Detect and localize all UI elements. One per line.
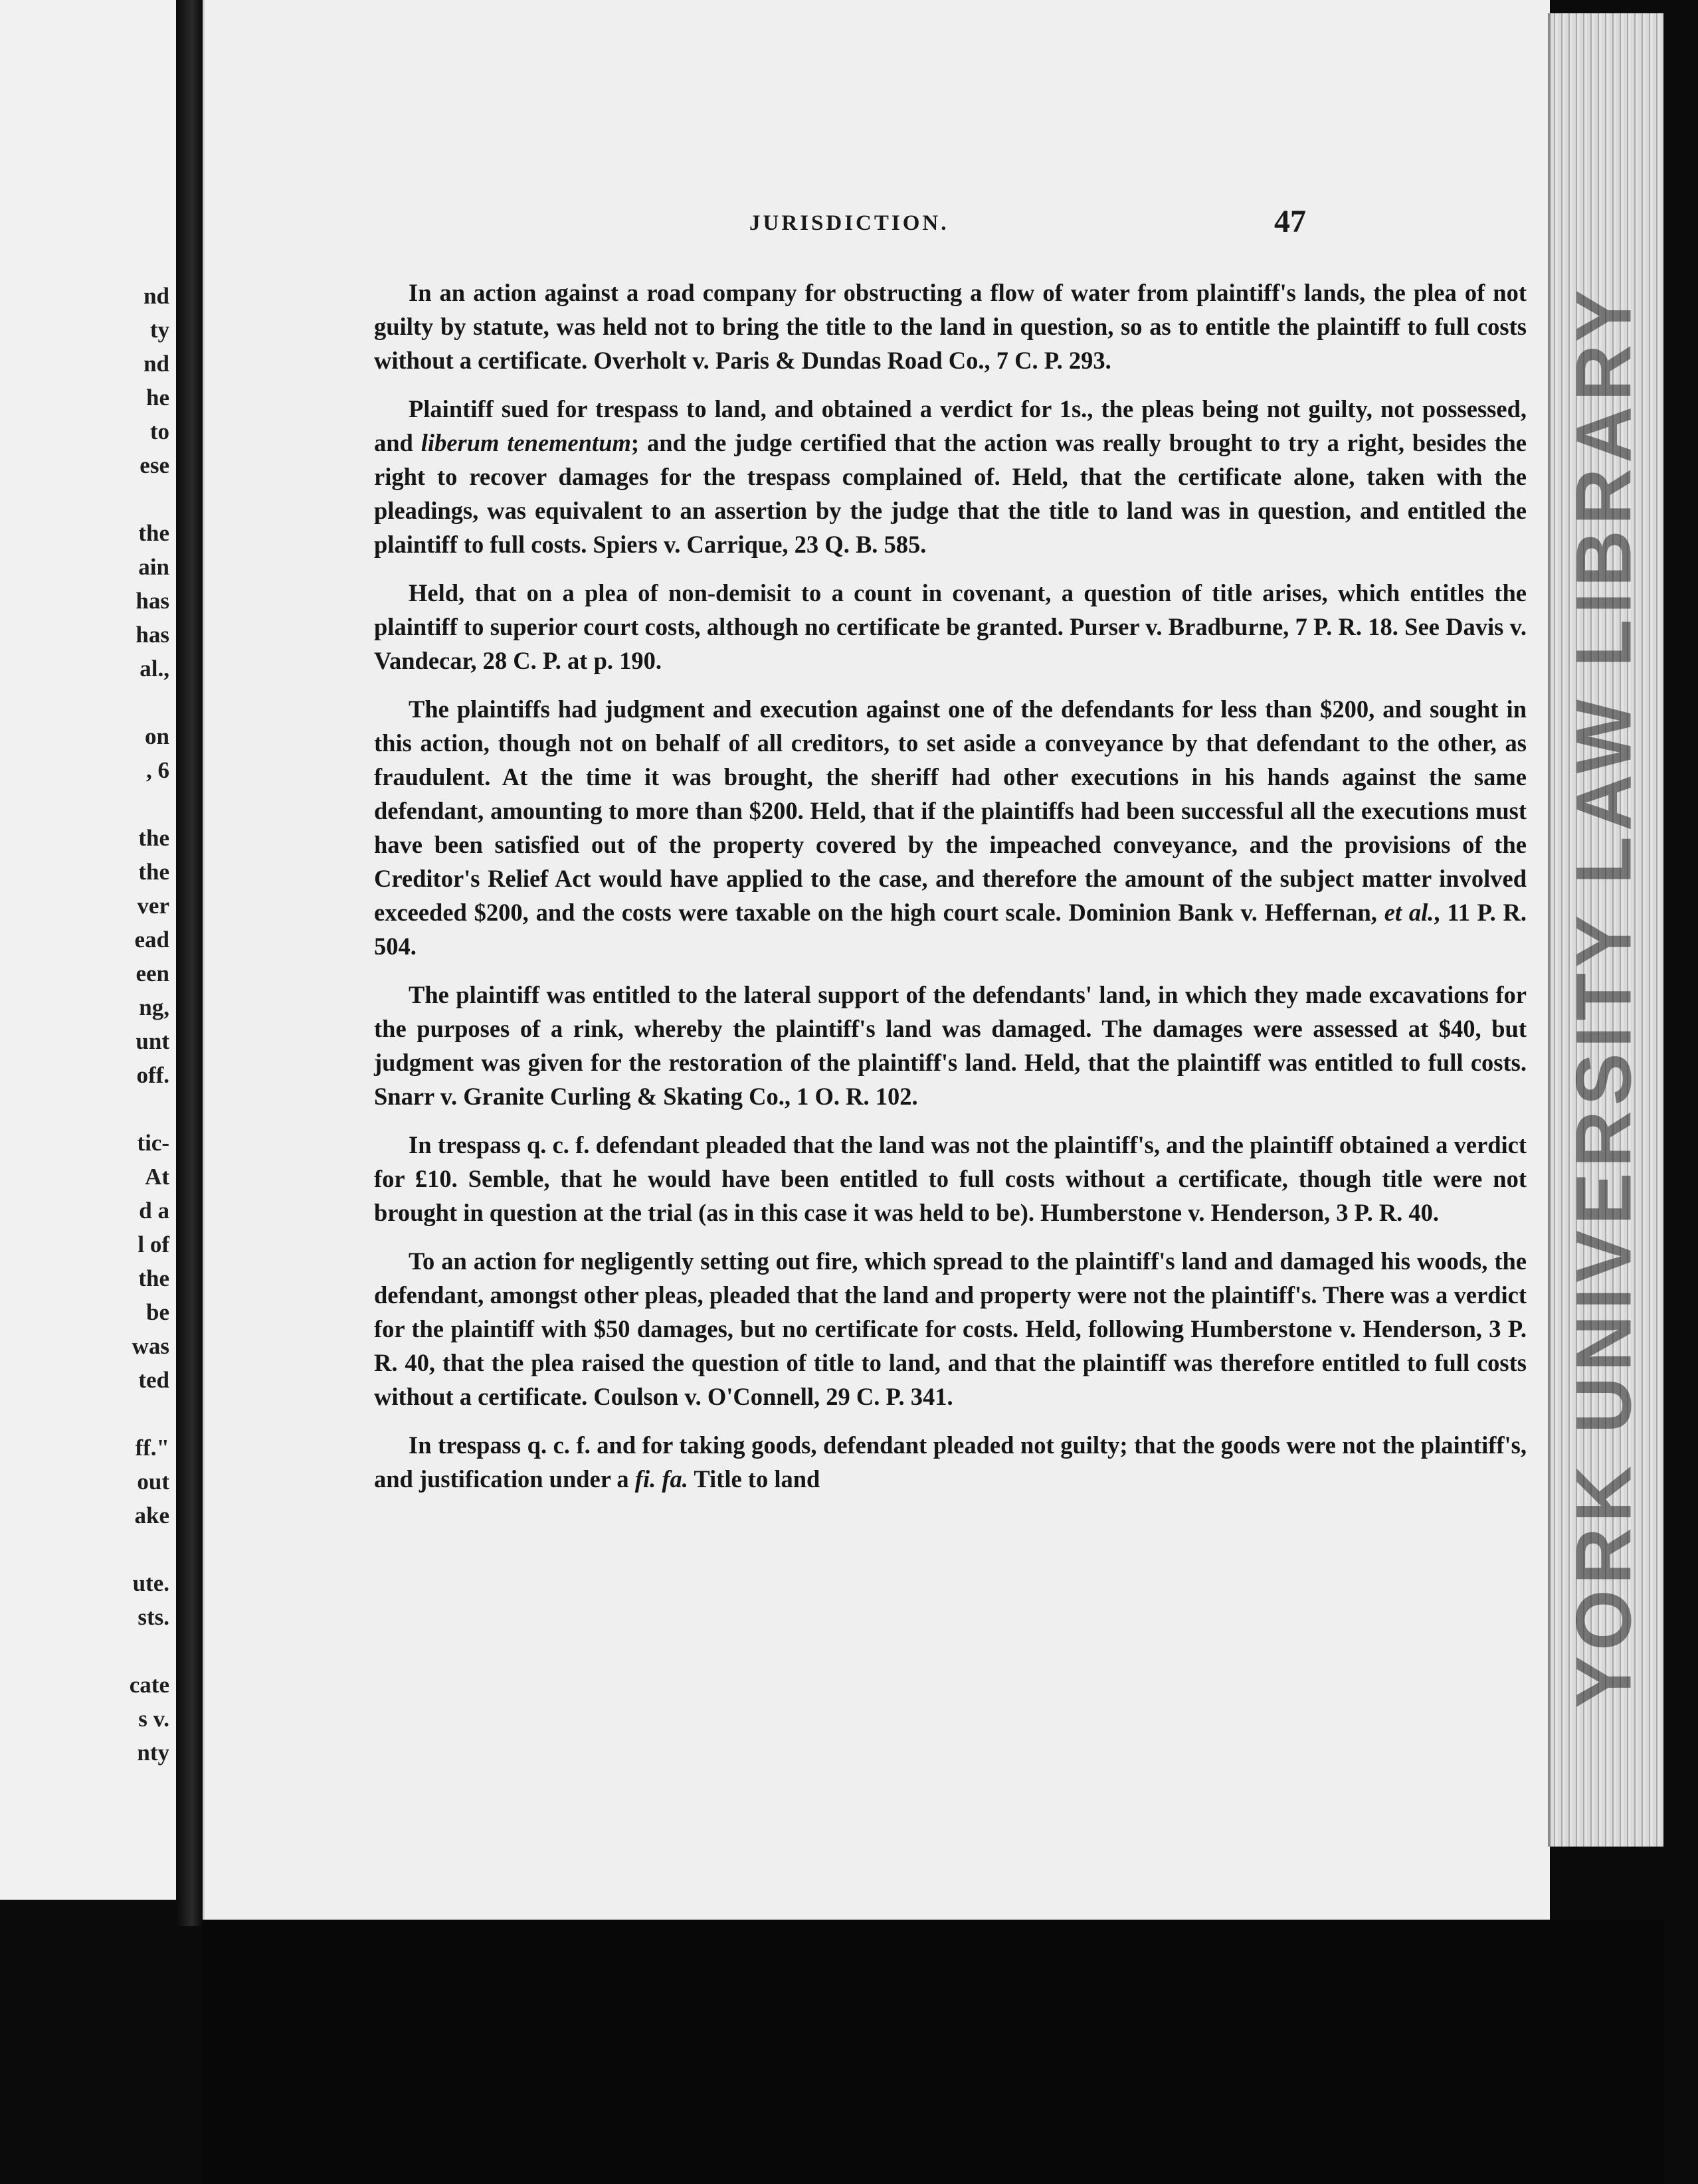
latin-term: et al. — [1384, 899, 1434, 926]
latin-term: fi. fa. — [634, 1465, 688, 1493]
edge-stamp-text: YORK UNIVERSITY LAW LIBRARY — [1560, 284, 1648, 1708]
main-page — [203, 0, 1550, 1920]
paragraph-text: In trespass q. c. f. defendant pleaded that the land was not the plaintiff's, and the plaintiff obtained a verdict for £10. Semble, that he would have been entitled to full costs without a certificate, though title were not brought in question at the trial (as in this case it was held to be). Humberstone v. Henderson, 3 P. R. 40. — [374, 1131, 1527, 1226]
paragraph-4 — [374, 692, 1527, 963]
book-gutter — [176, 0, 203, 1926]
paragraph-text: To an action for negligently setting out fire, which spread to the plaintiff's land and damaged his woods, the defendant, amongst other pleas, pleaded that the land and property were not the plaintiff's. There was a verdict for the plaintiff with $50 damages, but no certificate for costs. Held, following Humberstone v. Henderson, 3 P. R. 40, that the plea raised the question of title to land, and that the plaintiff was therefore entitled to full costs without a certificate. Coulson v. O'Connell, 29 C. P. 341. — [374, 1247, 1527, 1410]
paragraph-text: Held, that on a plea of non-demisit to a count in covenant, a question of title arises, which entitles the plaintiff to superior court costs, although no certificate be granted. Purser v. Bradburne, 7 P. R. 18. See Davis v. Vandecar, 28 C. P. at p. 190. — [374, 579, 1527, 674]
running-head: JURISDICTION. — [749, 211, 949, 235]
paragraph-7 — [374, 1244, 1527, 1413]
body-text — [374, 276, 1527, 1510]
left-facing-page — [0, 0, 180, 1900]
latin-term: liberum tenementum — [421, 429, 631, 456]
paragraph-8 — [374, 1428, 1527, 1496]
library-edge-stamp — [1548, 133, 1661, 1860]
paragraph-text: In trespass q. c. f. and for taking goods, defendant pleaded not guilty; that the goods were not the plaintiff's, and justification under a — [374, 1431, 1527, 1493]
page-header — [205, 199, 1550, 252]
paragraph-text: , 11 P. R. 504. — [374, 899, 1527, 960]
paragraph-text: In an action against a road company for obstructing a flow of water from plaintiff's lands, the plea of not guilty by statute, was held not to bring the title to the land in question, so as to entitle the plaintiff to full costs without a certificate. Overholt v. Paris & Dundas Road Co., 7 C. P. 293. — [374, 279, 1527, 374]
scan-background — [203, 1920, 1664, 2184]
paragraph-text: Plaintiff sued for trespass to land, and obtained a verdict for 1s., the pleas being not guilty, not possessed, and — [374, 395, 1527, 456]
paragraph-text: ; and the judge certified that the action was really brought to try a right, besides the right to recover damages for the trespass complained of. Held, that the certificate alone, taken with the pleadings, was equivalent to an assertion by the judge that the title to land was in question, and entitled the plaintiff to full costs. Spiers v. Carrique, 23 Q. B. 585. — [374, 429, 1527, 558]
left-page-text-fragments: nd ty nd he to ese the ain has has al., on , 6 the the ver ead een ng, unt off. tic- At d a l of the be was ted ff." out ake ute. sts. cate s v. nty — [129, 283, 169, 1766]
paragraph-2 — [374, 392, 1527, 561]
paragraph-5 — [374, 978, 1527, 1113]
page-number: 47 — [1274, 204, 1306, 239]
paragraph-text: The plaintiffs had judgment and execution against one of the defendants for less than $200, and sought in this action, though not on behalf of all creditors, to set aside a conveyance by that defendant to the other, as fraudulent. At the time it was brought, the sheriff had other executions in his hands against the same defendant, amounting to more than $200. Held, that if the plaintiffs had been successful all the executions must have been satisfied out of the property covered by the impeached conveyance, and the provisions of the Creditor's Relief Act would have applied to the case, and therefore the amount of the subject matter involved exceeded $200, and the costs were taxable on the high court scale. Dominion Bank v. Heffernan, — [374, 695, 1527, 926]
paragraph-text: Title to land — [688, 1465, 820, 1493]
paragraph-1 — [374, 276, 1527, 377]
paragraph-3 — [374, 576, 1527, 678]
paragraph-6 — [374, 1128, 1527, 1229]
paragraph-text: The plaintiff was entitled to the lateral support of the defendants' land, in which they made excavations for the purposes of a rink, whereby the plaintiff's land was damaged. The damages were assessed at $40, but judgment was given for the restoration of the plaintiff's land. Held, that the plaintiff was entitled to full costs. Snarr v. Granite Curling & Skating Co., 1 O. R. 102. — [374, 981, 1527, 1110]
